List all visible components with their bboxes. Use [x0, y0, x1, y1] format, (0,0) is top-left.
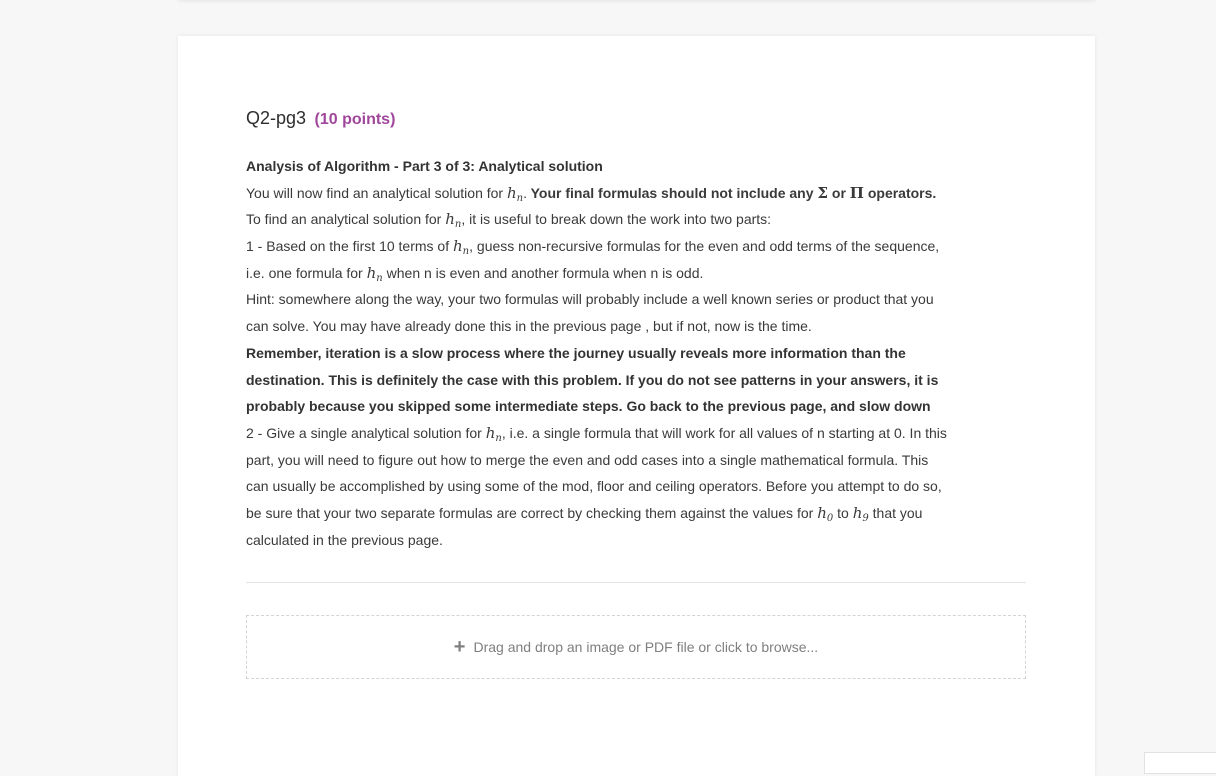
body-line-8: destination. This is definitely the case with this problem. If you do not see patterns in your answers, it is	[246, 371, 939, 388]
math-h-n: $h_n$	[445, 210, 462, 231]
body-line-5: Hint: somewhere along the way, your two formulas will probably include a well known series or product that you	[246, 291, 934, 308]
body-line-6: can solve. You may have already done this in the previous page , but if not, now is the time.	[246, 318, 812, 335]
body-line-9: probably because you skipped some intermediate steps. Go back to the previous page, and slow down	[246, 398, 931, 415]
plus-icon: +	[453, 636, 466, 658]
body-line-13: be sure that your two separate formulas are correct by checking them against the values for $h_0$ to $h_9$ that you	[246, 503, 923, 524]
math-h-n: $h_n$	[506, 183, 524, 204]
question-card	[178, 36, 1095, 776]
body-line-10: 2 - Give a single analytical solution for $h_n$, i.e. a single formula that will work for all values of n starting at 0. In this	[246, 423, 947, 444]
math-h-n: $h_n$	[485, 423, 502, 444]
dropzone-label: Drag and drop an image or PDF file or click to browse...	[473, 639, 819, 655]
body-line-7: Remember, iteration is a slow process where the journey usually reveals more information than the	[246, 344, 906, 361]
body-line-14: calculated in the previous page.	[246, 531, 443, 548]
body-line-3: 1 - Based on the first 10 terms of $h_n$, guess non-recursive formulas for the even and odd terms of the sequence,	[246, 237, 940, 258]
math-h-0: $h_0$	[817, 503, 834, 524]
pi-symbol: Π	[849, 183, 864, 202]
body-line-11: part, you will need to figure out how to merge the even and odd cases into a single mathematical formula. This	[246, 451, 929, 468]
question-header	[246, 108, 395, 129]
question-title: Q2-pg3	[246, 108, 307, 128]
math-h-n: $h_n$	[453, 237, 470, 258]
question-points: (10 points)	[314, 111, 396, 128]
sigma-symbol: Σ	[817, 183, 828, 202]
math-h-n: $h_n$	[366, 263, 383, 284]
question-heading: Analysis of Algorithm - Part 3 of 3: Analytical solution	[246, 158, 603, 174]
body-line-12: can usually be accomplished by using some of the mod, floor and ceiling operators. Before you attempt to do so,	[246, 478, 942, 495]
body-line-4: i.e. one formula for $h_n$ when n is even and another formula when n is odd.	[246, 263, 704, 284]
body-line-1	[246, 180, 1026, 207]
body-text: .	[523, 184, 527, 201]
file-upload-dropzone[interactable]	[246, 615, 1026, 679]
body-line-2: To find an analytical solution for $h_n$, it is useful to break down the work into two parts:	[246, 210, 772, 231]
body-text: You will now find an analytical solution for	[246, 184, 507, 201]
bold-instruction: Your final formulas should not include any Σ or Π operators.	[526, 183, 937, 202]
section-divider	[246, 582, 1026, 583]
question-body	[246, 153, 1026, 553]
corner-widget-edge	[1144, 752, 1216, 774]
math-h-9: $h_9$	[852, 503, 869, 524]
